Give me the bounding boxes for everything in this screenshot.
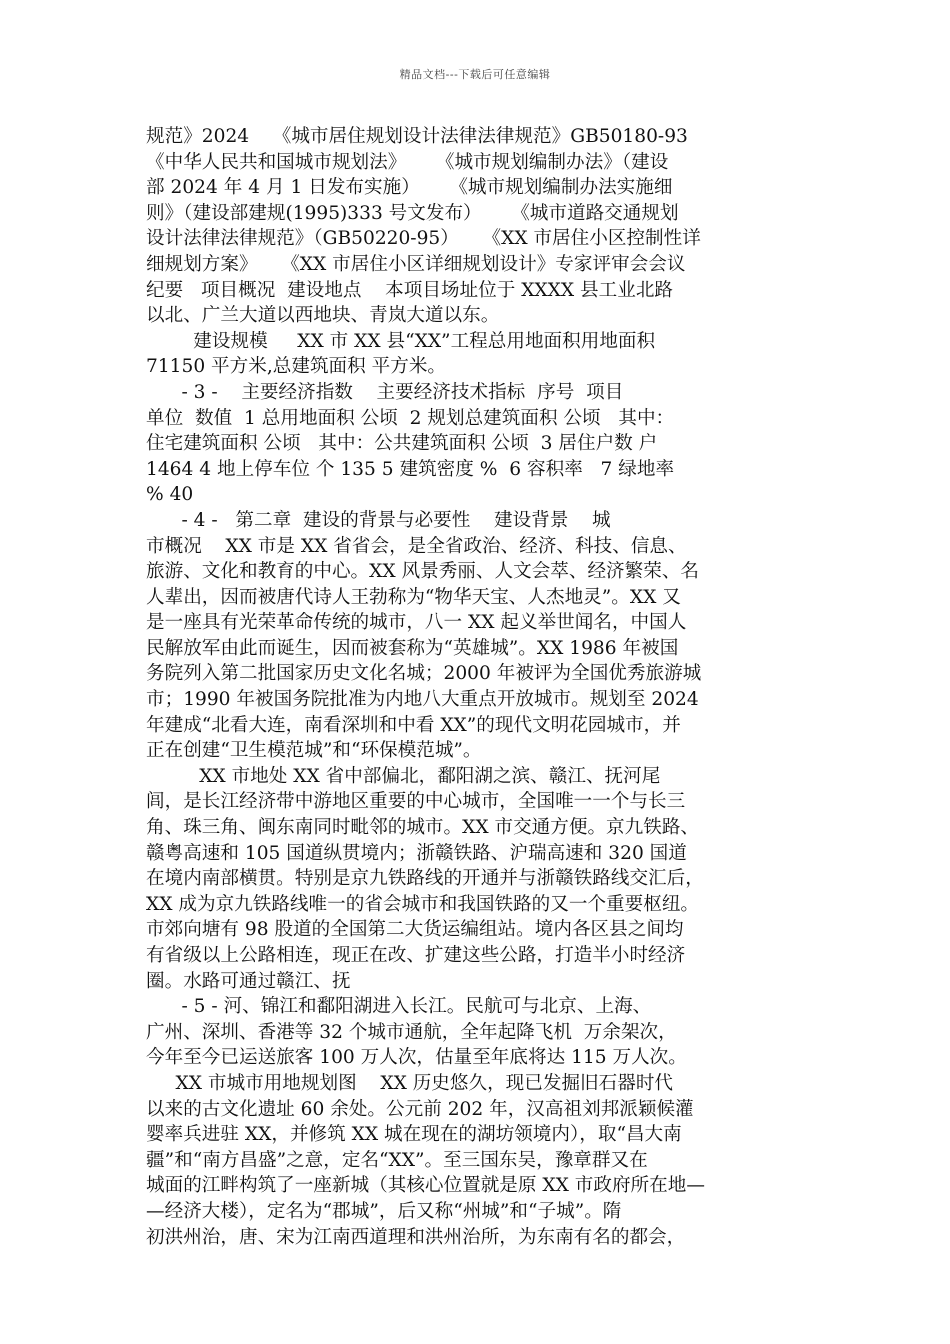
text-line: 闾，是长江经济带中游地区重要的中心城市，全国唯一一个与长三 [146, 791, 686, 813]
text-line: 是一座具有光荣革命传统的城市，八一 XX 起义举世闻名，中国人 [146, 612, 687, 634]
text-line: 有省级以上公路相连，现正在改、扩建这些公路，打造半小时经济 [146, 945, 686, 966]
text-line: % 40 [146, 484, 194, 506]
text-line: XX 市城市用地规划图 XX 历史悠久，现已发掘旧石器时代 [146, 1072, 674, 1094]
text-line: 务院列入第二批国家历史文化名城；2000 年被评为全国优秀旅游城 [146, 663, 702, 685]
text-line: 设计法律法律规范》（GB50220-95） 《XX 市居住小区控制性详 [146, 228, 701, 250]
text-line: 纪要 项目概况 建设地点 本项目场址位于 XXXX 县工业北路 [146, 279, 674, 301]
text-line: 则》（建设部建规(1995)333 号文发布） 《城市道路交通规划 [146, 202, 679, 224]
text-line: 婴率兵进驻 XX，并修筑 XX 城在现在的湖坊领境内），取“昌大南 [146, 1124, 682, 1146]
text-line: 规范》2024 《城市居住规划设计法律法律规范》GB50180-93 [146, 126, 688, 147]
text-line: - 3 - 主要经济指数 主要经济技术指标 序号 项目 [146, 381, 624, 403]
text-line: 今年至今已运送旅客 100 万人次，估量至年底将达 115 万人次。 [146, 1047, 687, 1069]
text-line: 年建成“北看大连，南看深圳和中看 XX”的现代文明花园城市，并 [146, 714, 681, 736]
document-body [146, 124, 810, 1250]
text-line: XX 成为京九铁路线唯一的省会城市和我国铁路的又一个重要枢纽。 [146, 893, 700, 915]
text-line: 单位 数值 1 总用地面积 公顷 2 规划总建筑面积 公顷 其中： [146, 407, 675, 429]
text-line: XX 市地处 XX 省中部偏北，鄱阳湖之滨、赣江、抚河尾 [146, 765, 661, 787]
text-line: - 4 - 第二章 建设的背景与必要性 建设背景 城 [146, 509, 611, 531]
text-line: 建设规模 XX 市 XX 县“XX”工程总用地面积用地面积 [146, 330, 656, 352]
text-line: 以北、广兰大道以西地块、青岚大道以东。 [146, 305, 500, 327]
text-line: 初洪州治，唐、宋为江南西道理和洪州治所，为东南有名的都会， [146, 1226, 686, 1248]
text-line: 住宅建筑面积 公顷 其中：公共建筑面积 公顷 3 居住户数 户 [146, 433, 658, 455]
text-line: 正在创建“卫生模范城”和“环保模范城”。 [146, 740, 482, 762]
text-line: —经济大楼），定名为“郡城”，后又称“州城”和“子城”。隋 [146, 1200, 622, 1222]
text-line: 人辈出，因而被唐代诗人王勃称为“物华天宝、人杰地灵”。XX 又 [146, 586, 681, 608]
text-line: 圈。水路可通过赣江、抚 [146, 970, 351, 992]
text-line: 疆”和“南方昌盛”之意，定名“XX”。至三国东吴，豫章群又在 [146, 1149, 648, 1171]
text-line: 城面的江畔构筑了一座新城（其核心位置就是原 XX 市政府所在地— [146, 1175, 705, 1197]
text-line: 71150 平方米,总建筑面积 平方米。 [146, 356, 447, 378]
text-line: 细规划方案》 《XX 市居住小区详细规划设计》专家评审会会议 [146, 253, 686, 275]
text-line: - 5 - 河、锦江和鄱阳湖进入长江。民航可与北京、上海、 [146, 996, 652, 1018]
text-line: 市概况 XX 市是 XX 省省会，是全省政治、经济、科技、信息、 [146, 535, 687, 557]
text-line: 市；1990 年被国务院批准为内地八大重点开放城市。规划至 2024 [146, 689, 699, 711]
text-line: 赣粤高速和 105 国道纵贯境内；浙赣铁路、沪瑞高速和 320 国道 [146, 842, 687, 864]
text-line: 广州、深圳、香港等 32 个城市通航，全年起降飞机 万余架次， [146, 1021, 677, 1043]
text-line: 《中华人民共和国城市规划法》 《城市规划编制办法》（建设 [146, 151, 669, 173]
text-line: 1464 4 地上停车位 个 135 5 建筑密度 % 6 容积率 7 绿地率 [146, 458, 675, 480]
text-line: 市郊向塘有 98 股道的全国第二大货运编组站。境内各区县之间均 [146, 919, 684, 941]
text-line: 在境内南部横贯。特别是京九铁路线的开通并与浙赣铁路线交汇后， [146, 868, 704, 890]
text-line: 民解放军由此而诞生，因而被套称为“英雄城”。XX 1986 年被国 [146, 637, 679, 659]
text-line: 以来的古文化遗址 60 余处。公元前 202 年，汉高祖刘邦派颖候灌 [146, 1098, 694, 1120]
text-line: 部 2024 年 4 月 1 日发布实施） 《城市规划编制办法实施细 [146, 177, 673, 199]
text-line: 角、珠三角、闽东南同时毗邻的城市。XX 市交通方便。京九铁路、 [146, 817, 700, 839]
text-line: 旅游、文化和教育的中心。XX 风景秀丽、人文会萃、经济繁荣、名 [146, 561, 700, 583]
page-header: 精品文档---下载后可任意编辑 [399, 68, 551, 81]
